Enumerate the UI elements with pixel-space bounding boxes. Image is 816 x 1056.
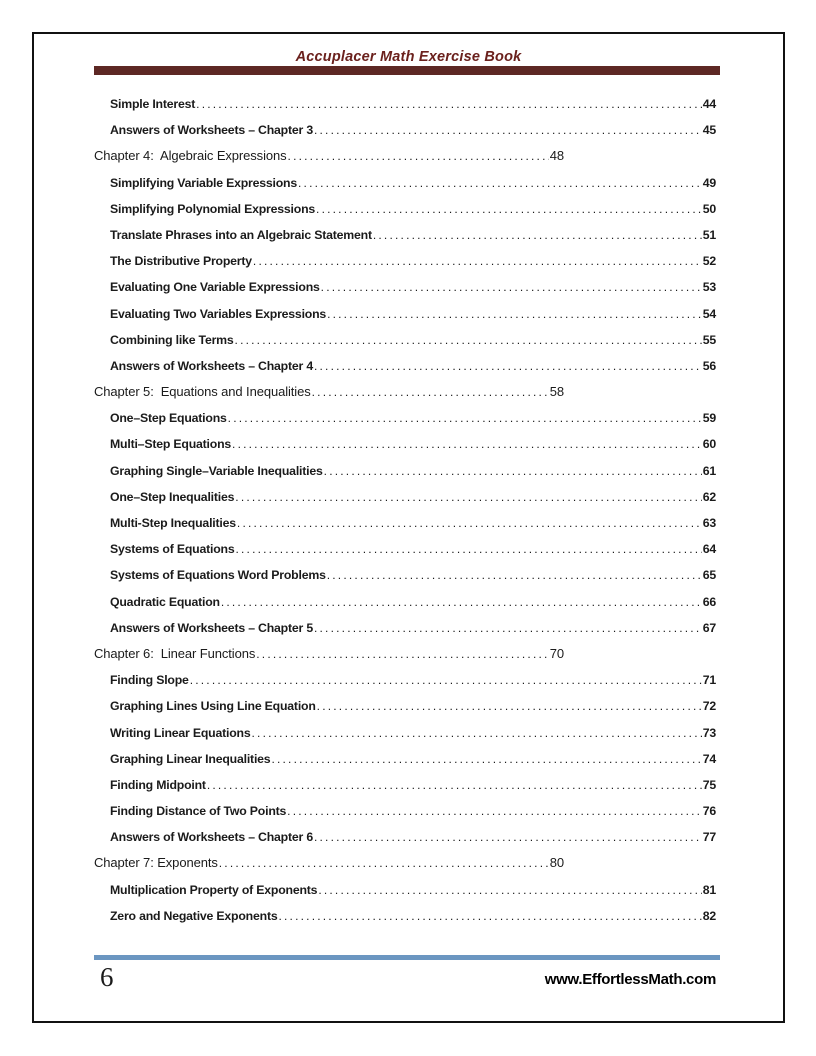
toc-entry-page: 72: [702, 699, 716, 714]
page-border: [32, 32, 785, 1023]
toc-entry-label: Answers of Worksheets – Chapter 6: [110, 830, 313, 845]
toc-entry-page: 60: [702, 437, 716, 452]
toc-entry-page: 55: [702, 332, 716, 347]
toc-entry: [110, 274, 716, 300]
toc-entry-label: Answers of Worksheets – Chapter 5: [110, 620, 313, 635]
dot-leader: [235, 484, 701, 510]
toc-entry-label: The Distributive Property: [110, 254, 252, 269]
toc-entry-label: Finding Midpoint: [110, 777, 206, 792]
toc-entry-label: Answers of Worksheets – Chapter 4: [110, 358, 313, 373]
toc-entry-label: Chapter 5: Equations and Inequalities: [94, 384, 311, 400]
dot-leader: [235, 327, 702, 353]
dot-leader: [256, 641, 548, 667]
toc-entry-page: 52: [702, 254, 716, 269]
dot-leader: [190, 667, 702, 693]
toc-entry-page: 71: [702, 673, 716, 688]
toc-chapter-entry: [94, 850, 564, 876]
toc-entry-page: 63: [702, 516, 716, 530]
toc-entry-page: 54: [702, 306, 716, 321]
toc-entry: [110, 91, 716, 117]
toc-entry-page: 70: [549, 645, 564, 661]
toc-entry: [110, 667, 716, 693]
toc-entry-label: Multi-Step Inequalities: [110, 516, 236, 530]
dot-leader: [221, 589, 702, 615]
toc-entry-label: Answers of Worksheets – Chapter 3: [110, 123, 313, 138]
dot-leader: [219, 850, 549, 876]
toc-entry-page: 51: [702, 227, 716, 242]
toc-entry: [110, 117, 716, 143]
dot-leader: [316, 196, 702, 222]
dot-leader: [252, 720, 702, 746]
toc-entry-label: Multiplication Property of Exponents: [110, 882, 318, 897]
toc-entry-page: 64: [702, 542, 716, 557]
dot-leader: [237, 510, 702, 536]
toc-entry: [110, 903, 716, 929]
dot-leader: [298, 170, 702, 196]
toc-entry-page: 76: [702, 804, 716, 819]
toc-entry: [110, 353, 716, 379]
toc-entry: [110, 824, 716, 850]
toc-chapter-entry: [94, 641, 564, 667]
toc-entry: [110, 693, 716, 719]
toc-entry-page: 58: [549, 384, 564, 400]
toc-entry-page: 67: [702, 620, 716, 635]
toc-entry-label: Finding Distance of Two Points: [110, 804, 287, 819]
toc-entry-label: Quadratic Equation: [110, 594, 220, 609]
toc-entry-page: 48: [549, 148, 564, 164]
toc-entry-label: Evaluating One Variable Expressions: [110, 280, 320, 295]
toc-entry: [110, 510, 716, 536]
dot-leader: [317, 693, 702, 719]
header-rule: [94, 66, 720, 75]
dot-leader: [327, 562, 702, 588]
toc-entry-label: Systems of Equations Word Problems: [110, 568, 326, 583]
dot-leader: [324, 458, 702, 484]
toc-entry-label: Systems of Equations: [110, 542, 235, 557]
toc-entry: [110, 458, 716, 484]
toc-entry-label: Chapter 6: Linear Functions: [94, 645, 256, 661]
toc-entry: [110, 431, 716, 457]
page-title: Accuplacer Math Exercise Book: [295, 49, 522, 65]
toc-entry-label: One–Step Equations: [110, 411, 227, 426]
toc-entry: [110, 746, 716, 772]
dot-leader: [278, 903, 701, 929]
toc-entry: [110, 615, 716, 641]
toc-entry-label: Simplifying Polynomial Expressions: [110, 201, 316, 216]
toc-entry-page: 65: [702, 568, 716, 583]
toc-entry: [110, 562, 716, 588]
dot-leader: [314, 824, 702, 850]
toc-entry-page: 66: [702, 594, 716, 609]
toc-entry-label: Evaluating Two Variables Expressions: [110, 306, 327, 321]
toc-entry-page: 80: [549, 855, 564, 871]
toc-entry-page: 44: [702, 97, 716, 111]
dot-leader: [235, 536, 701, 562]
dot-leader: [314, 615, 702, 641]
toc-entry-label: Simple Interest: [110, 97, 196, 111]
footer-rule: [94, 955, 720, 960]
toc-entry-label: Graphing Single–Variable Inequalities: [110, 463, 323, 478]
toc-entry: [110, 798, 716, 824]
dot-leader: [314, 353, 702, 379]
toc-entry-label: Multi–Step Equations: [110, 437, 232, 452]
dot-leader: [287, 798, 702, 824]
dot-leader: [207, 772, 702, 798]
toc-entry-label: Graphing Lines Using Line Equation: [110, 699, 316, 714]
toc-entry-page: 53: [702, 280, 716, 295]
toc-entry-label: One–Step Inequalities: [110, 489, 235, 504]
dot-leader: [228, 405, 702, 431]
toc-entry: [110, 720, 716, 746]
dot-leader: [196, 91, 702, 117]
dot-leader: [232, 431, 702, 457]
dot-leader: [318, 877, 701, 903]
toc-entry: [110, 772, 716, 798]
dot-leader: [314, 117, 702, 143]
dot-leader: [253, 248, 702, 274]
footer-website: www.EffortlessMath.com: [544, 971, 716, 988]
dot-leader: [373, 222, 702, 248]
toc-entry-page: 56: [702, 358, 716, 373]
toc-entry-label: Finding Slope: [110, 673, 189, 688]
dot-leader: [288, 143, 549, 169]
dot-leader: [321, 274, 702, 300]
toc-entry: [110, 536, 716, 562]
toc-entry-page: 77: [702, 830, 716, 845]
toc-entry: [110, 484, 716, 510]
toc-entry-page: 61: [702, 463, 716, 478]
toc-entry-label: Combining like Terms: [110, 332, 234, 347]
toc-entry-label: Zero and Negative Exponents: [110, 908, 278, 923]
toc-entry-page: 59: [702, 411, 716, 426]
toc-entry-page: 50: [702, 201, 716, 216]
toc-entry: [110, 196, 716, 222]
toc-entry-page: 75: [702, 777, 716, 792]
toc-entry-page: 45: [702, 123, 716, 138]
dot-leader: [312, 379, 549, 405]
toc-entry-label: Simplifying Variable Expressions: [110, 175, 298, 190]
toc-entry: [110, 327, 716, 353]
toc-entry: [110, 301, 716, 327]
toc-entry: [110, 877, 716, 903]
toc-entry-page: 62: [702, 489, 716, 504]
toc-entry: [110, 222, 716, 248]
dot-leader: [327, 301, 702, 327]
footer-page-number: 6: [100, 962, 114, 992]
toc-entry: [110, 170, 716, 196]
toc-entry-label: Graphing Linear Inequalities: [110, 751, 271, 766]
toc-entry-label: Chapter 7: Exponents: [94, 855, 218, 871]
toc-entry: [110, 589, 716, 615]
toc-entry-page: 49: [702, 175, 716, 190]
toc-entry: [110, 248, 716, 274]
toc-list: [94, 91, 716, 929]
toc-entry-page: 82: [702, 908, 716, 923]
toc-entry-label: Translate Phrases into an Algebraic Statement: [110, 227, 372, 242]
toc-entry-page: 74: [702, 751, 716, 766]
toc-chapter-entry: [94, 379, 564, 405]
toc-entry-page: 81: [702, 882, 716, 897]
toc-entry-page: 73: [702, 725, 716, 740]
toc-chapter-entry: [94, 143, 564, 169]
dot-leader: [271, 746, 701, 772]
toc-entry: [110, 405, 716, 431]
toc-entry-label: Writing Linear Equations: [110, 725, 251, 740]
toc-entry-label: Chapter 4: Algebraic Expressions: [94, 148, 287, 164]
